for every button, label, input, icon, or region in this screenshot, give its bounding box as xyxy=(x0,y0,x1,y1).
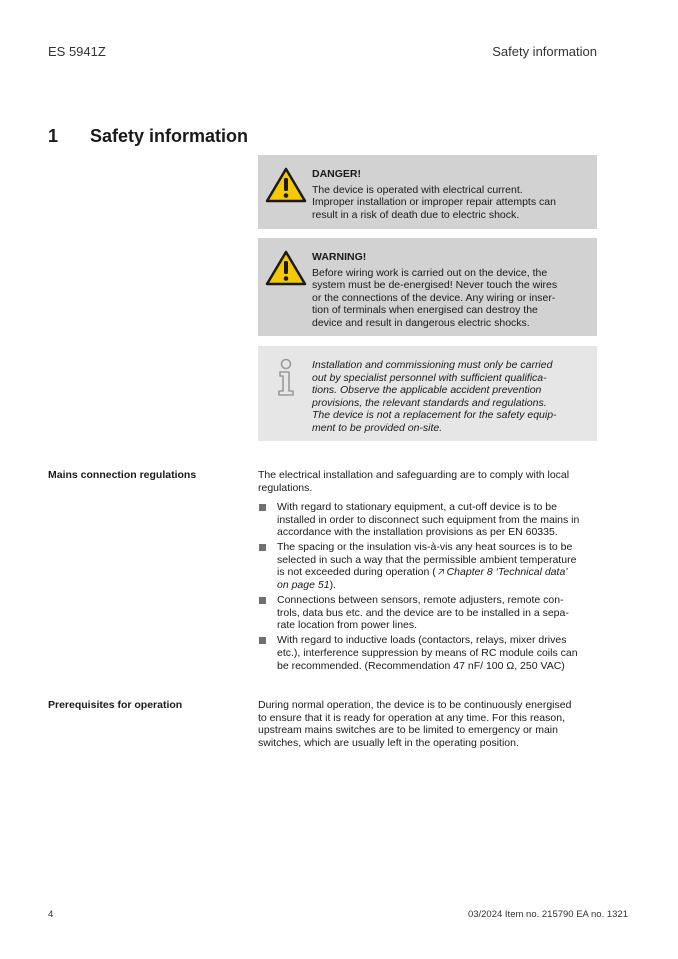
danger-title: DANGER! xyxy=(312,168,361,180)
warning-text: Before wiring work is carried out on the device, the system must be de-energised! Never touch the wires or the connections of the device. Any wiring or inser- tion of terminals when energised can destroy the device and result in dangerous electric shocks. xyxy=(312,266,558,329)
header-chapter: Safety information xyxy=(492,44,597,59)
cross-reference-icon: 🡥 xyxy=(437,566,445,579)
operation-text: During normal operation, the device is to be continuously energised to ensure that it is ready for operation at any time. For this reason, upstream mains switches are to be limited to emergency or main switches, which are usually left in the operating position. xyxy=(258,699,572,749)
warning-triangle-icon xyxy=(265,167,307,208)
bullet-text: The spacing or the insulation vis-à-vis any heat sources is to be selected in such a way that the permissible ambient temperature is not exceeded during operation ( xyxy=(277,541,577,579)
info-icon xyxy=(272,358,300,403)
mains-intro: The electrical installation and safeguarding are to comply with local regulations. xyxy=(258,469,570,494)
warning-title: WARNING! xyxy=(312,251,367,263)
list-item: With regard to stationary equipment, a cut-off device is to be installed in order to disconnect such equipment from the mains in accordance with the installation provisions as per EN 60335. xyxy=(258,501,603,539)
header-doc-id: ES 5941Z xyxy=(48,44,106,59)
list-item xyxy=(258,541,603,591)
warning-triangle-icon xyxy=(265,250,307,291)
footer-info: 03/2024 Item no. 215790 EA no. 1321 xyxy=(467,909,628,920)
chapter-link[interactable]: Chapter 8 ‘Technical data’ on page 51 xyxy=(277,566,568,592)
section-title: Safety information xyxy=(90,126,249,146)
danger-text: The device is operated with electrical current. Improper installation or improper repair attempts can result in a risk of death due to electric shock. xyxy=(312,183,556,221)
list-item: Connections between sensors, remote adjusters, remote con- trols, data bus etc. and the device are to be installed in a sepa- rate location from power lines. xyxy=(258,594,603,632)
operation-label: Prerequisites for operation xyxy=(48,699,183,711)
danger-box xyxy=(258,155,597,229)
bullet-text-end: ). xyxy=(329,579,336,592)
mains-label: Mains connection regulations xyxy=(48,469,197,481)
section-number: 1 xyxy=(48,126,59,146)
page-number: 4 xyxy=(48,909,54,920)
info-box xyxy=(258,346,597,441)
list-item: With regard to inductive loads (contactors, relays, mixer drives etc.), interference suppression by means of RC module coils can be recommended. (Recommendation 47 nF/ 100 Ω, 250 VAC) xyxy=(258,634,603,672)
info-text: Installation and commissioning must only be carried out by specialist personnel with sufficient qualifica- tions. Observe the applicable accident prevention provisions, the relevant standards and regulations. The device is not a replacement for the safety equip- ment to be provided on-site. xyxy=(312,359,557,434)
warning-box xyxy=(258,238,597,336)
section-heading xyxy=(48,126,248,147)
mains-bullet-list xyxy=(258,501,603,675)
